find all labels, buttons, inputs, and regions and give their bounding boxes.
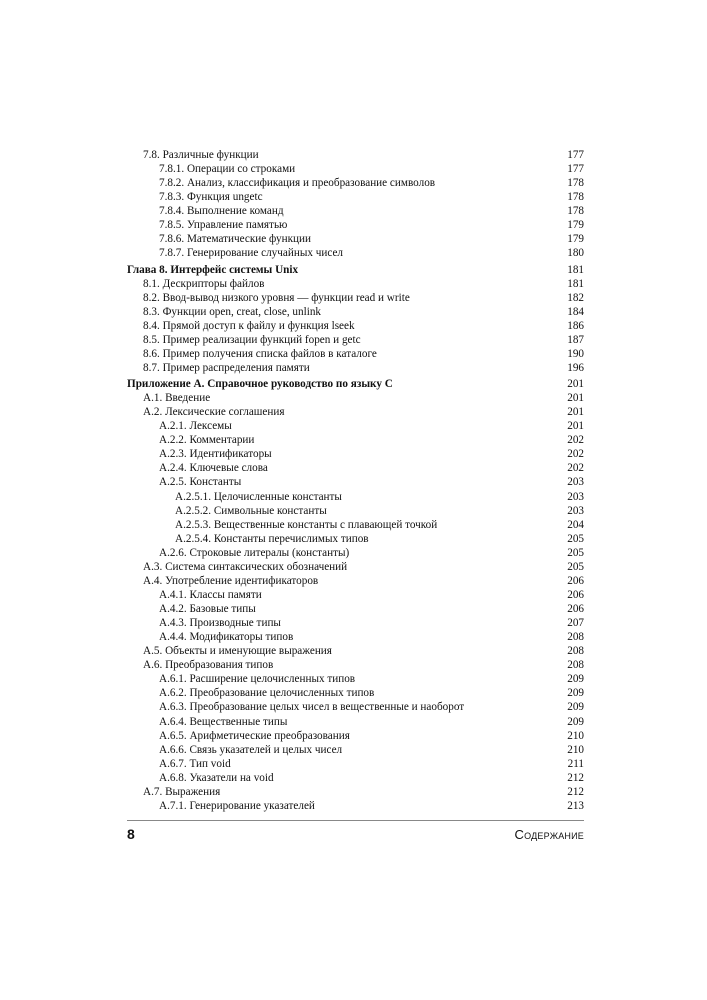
toc-entry-title: 7.8. Различные функции: [143, 149, 259, 161]
toc-entry-title: 7.8.4. Выполнение команд: [159, 205, 284, 218]
toc-entry-title: А.2.6. Строковые литералы (константы): [159, 546, 350, 559]
toc-entry-page: 203: [567, 476, 584, 489]
toc-entry-page: 209: [567, 701, 584, 714]
toc-chapter-entry: [127, 377, 584, 391]
toc-entry: [127, 190, 584, 204]
toc-entry-page: 206: [567, 603, 584, 615]
toc-entry-title: А.4. Употребление идентификаторов: [143, 574, 319, 587]
toc-entry: [127, 333, 584, 347]
toc-entry-title: А.2.5.2. Символьные константы: [175, 504, 327, 517]
toc-chapter-entry: [127, 263, 584, 277]
toc-entry-page: 178: [567, 205, 584, 218]
toc-entry-title: А.2.3. Идентификаторы: [159, 448, 272, 461]
toc-entry-title: А.7. Выражения: [143, 785, 221, 798]
toc-entry-page: 209: [567, 687, 584, 700]
toc-entry-title: А.7.1. Генерирование указателей: [159, 799, 315, 812]
toc-entry-title: А.6.8. Указатели на void: [159, 771, 274, 784]
toc-entry-page: 204: [567, 518, 584, 531]
toc-entry-title: А.6.4. Вещественные типы: [159, 715, 288, 728]
toc-entry-title: А.2.5.1. Целочисленные константы: [175, 490, 342, 503]
toc-entry-page: 178: [567, 191, 584, 204]
toc-entry-title: 7.8.7. Генерирование случайных чисел: [159, 247, 343, 260]
toc-entry-page: 177: [567, 163, 584, 176]
toc-entry-page: 182: [567, 291, 584, 304]
toc-entry-page: 202: [567, 434, 584, 447]
toc-entry-title: 7.8.2. Анализ, классификация и преобразование символов: [159, 177, 436, 190]
toc-entry: [127, 246, 584, 260]
toc-entry-page: 187: [567, 333, 584, 346]
toc-entry: [127, 277, 584, 291]
toc-entry: [127, 391, 584, 405]
toc-entry: [127, 644, 584, 658]
toc-entry: [127, 616, 584, 630]
table-of-contents: [127, 148, 584, 813]
toc-entry-title: 7.8.3. Функция ungetc: [159, 191, 263, 204]
toc-entry: [127, 729, 584, 743]
toc-entry: [127, 405, 584, 419]
toc-entry: [127, 672, 584, 686]
toc-entry-page: 206: [567, 574, 584, 587]
toc-entry-title: 8.7. Пример распределения памяти: [143, 361, 310, 374]
toc-entry-title: 7.8.1. Операции со строками: [159, 163, 296, 176]
toc-entry-page: 186: [567, 319, 584, 332]
toc-entry-page: 211: [567, 757, 584, 770]
footer-rule: [127, 820, 584, 821]
toc-entry-title: 8.5. Пример реализации функций fopen и getc: [143, 333, 361, 346]
toc-entry: [127, 176, 584, 190]
toc-entry-page: 212: [567, 771, 584, 784]
toc-entry-title: А.2.4. Ключевые слова: [159, 462, 268, 475]
toc-entry-page: 203: [567, 504, 584, 517]
toc-entry: [127, 218, 584, 232]
running-head: Содержание: [514, 827, 584, 842]
toc-entry: [127, 419, 584, 433]
toc-entry: [127, 319, 584, 333]
toc-entry-page: 202: [567, 448, 584, 461]
toc-entry: [127, 602, 584, 616]
toc-entry-title: А.1. Введение: [143, 392, 211, 405]
toc-entry-title: Приложение А. Справочное руководство по языку С: [127, 378, 393, 390]
toc-entry-page: 210: [567, 743, 584, 756]
toc-entry-title: А.6.1. Расширение целочисленных типов: [159, 673, 356, 686]
toc-entry: [127, 361, 584, 375]
toc-entry-page: 184: [567, 305, 584, 318]
toc-entry-title: А.5. Объекты и именующие выражения: [143, 645, 332, 658]
toc-entry-page: 179: [567, 233, 584, 246]
toc-entry: [127, 532, 584, 546]
toc-entry-page: 177: [567, 149, 584, 161]
toc-entry-page: 210: [567, 729, 584, 742]
toc-entry-title: Глава 8. Интерфейс системы Unix: [127, 263, 299, 276]
toc-entry: [127, 305, 584, 319]
toc-entry-page: 208: [567, 645, 584, 658]
toc-entry-page: 196: [567, 361, 584, 374]
toc-entry-page: 202: [567, 462, 584, 475]
toc-entry-page: 208: [567, 631, 584, 644]
toc-entry-page: 203: [567, 490, 584, 503]
toc-entry-page: 205: [567, 546, 584, 559]
toc-entry-page: 181: [567, 263, 584, 276]
toc-entry-page: 201: [567, 420, 584, 433]
toc-entry-title: А.4.2. Базовые типы: [159, 603, 256, 615]
toc-entry-title: А.2. Лексические соглашения: [143, 406, 285, 419]
toc-entry: [127, 490, 584, 504]
toc-entry-title: 8.6. Пример получения списка файлов в каталоге: [143, 347, 377, 360]
toc-entry: [127, 560, 584, 574]
toc-entry-page: 208: [567, 659, 584, 672]
toc-entry: [127, 771, 584, 785]
toc-entry: [127, 686, 584, 700]
toc-entry-title: А.6.7. Тип void: [159, 757, 231, 770]
toc-entry: [127, 148, 584, 162]
toc-entry-title: А.6.5. Арифметические преобразования: [159, 729, 350, 742]
toc-entry-title: А.4.3. Производные типы: [159, 617, 281, 630]
toc-entry-title: 8.4. Прямой доступ к файлу и функция lseek: [143, 319, 355, 332]
toc-entry-title: А.2.5.4. Константы перечислимых типов: [175, 532, 369, 545]
page-number: 8: [127, 826, 135, 842]
toc-entry-title: А.4.4. Модификаторы типов: [159, 631, 294, 644]
toc-entry-page: 212: [567, 785, 584, 798]
toc-entry-page: 206: [567, 588, 584, 601]
toc-entry: [127, 433, 584, 447]
toc-entry-title: 8.2. Ввод-вывод низкого уровня — функции read и write: [143, 291, 410, 304]
toc-entry-page: 209: [567, 715, 584, 728]
toc-entry: [127, 546, 584, 560]
toc-entry-title: А.6. Преобразования типов: [143, 659, 274, 672]
toc-entry: [127, 757, 584, 771]
toc-entry-title: А.6.2. Преобразование целочисленных типов: [159, 687, 375, 700]
toc-entry-title: А.2.5.3. Вещественные константы с плавающей точкой: [175, 518, 438, 531]
toc-entry-page: 201: [567, 378, 584, 390]
toc-entry-page: 201: [567, 392, 584, 405]
toc-entry: [127, 291, 584, 305]
toc-entry: [127, 162, 584, 176]
toc-entry-page: 201: [567, 406, 584, 419]
toc-entry: [127, 461, 584, 475]
toc-entry: [127, 204, 584, 218]
toc-entry: [127, 715, 584, 729]
toc-entry: [127, 630, 584, 644]
toc-entry: [127, 785, 584, 799]
toc-entry-page: 190: [567, 347, 584, 360]
toc-entry-title: А.2.2. Комментарии: [159, 434, 255, 447]
toc-entry-title: А.6.6. Связь указателей и целых чисел: [159, 743, 343, 756]
toc-entry: [127, 658, 584, 672]
toc-entry: [127, 799, 584, 813]
toc-entry: [127, 700, 584, 714]
toc-entry-page: 180: [567, 247, 584, 260]
toc-entry: [127, 232, 584, 246]
toc-entry-page: 209: [567, 673, 584, 686]
toc-entry: [127, 518, 584, 532]
toc-entry-title: 8.1. Дескрипторы файлов: [143, 277, 265, 290]
toc-entry-title: А.4.1. Классы памяти: [159, 588, 262, 601]
toc-entry-page: 181: [567, 277, 584, 290]
toc-entry-page: 205: [567, 532, 584, 545]
toc-entry-title: 8.3. Функции open, creat, close, unlink: [143, 305, 322, 318]
toc-entry: [127, 447, 584, 461]
toc-entry: [127, 588, 584, 602]
toc-entry: [127, 504, 584, 518]
toc-entry-title: 7.8.5. Управление памятью: [159, 219, 288, 232]
toc-entry-page: 205: [567, 560, 584, 573]
toc-entry-page: 179: [567, 219, 584, 232]
toc-entry: [127, 475, 584, 489]
toc-entry: [127, 574, 584, 588]
toc-entry-title: А.6.3. Преобразование целых чисел в вещественные и наоборот: [159, 701, 465, 714]
toc-entry: [127, 347, 584, 361]
toc-entry-page: 178: [567, 177, 584, 190]
toc-entry-title: А.2.5. Константы: [159, 476, 242, 489]
toc-entry-title: А.3. Система синтаксических обозначений: [143, 560, 348, 573]
toc-entry-page: 207: [567, 617, 584, 630]
toc-entry-title: А.2.1. Лексемы: [159, 420, 232, 433]
toc-entry-page: 213: [567, 799, 584, 812]
toc-entry-title: 7.8.6. Математические функции: [159, 233, 311, 246]
toc-entry: [127, 743, 584, 757]
